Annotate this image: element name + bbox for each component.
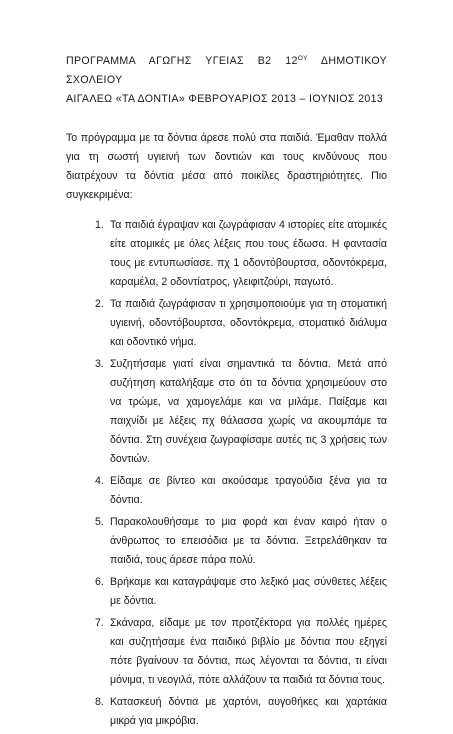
list-item [66, 614, 387, 690]
list-item [66, 573, 387, 611]
list-item-number: 1. [95, 218, 104, 231]
list-item-number: 2. [95, 297, 104, 310]
list-item-number: 8. [95, 695, 104, 708]
list-item-text: Σκάναρα, είδαμε με τον προτζέκτορα για πολλές ημέρες και συζητήσαμε ένα παιδικό βιβλίο με δόντια που εξηγεί πότε βγαίνουν τα δόντια, πως λέγονται τα δόντια, τι είναι μόνιμα, τι νεογιλά, πότε αλλάζουν τα παιδιά τα δόντια τους. [110, 616, 387, 686]
title-suffix: ΔΗΜΟΤΙΚΟΥ ΣΧΟΛΕΙΟΥ [66, 55, 387, 86]
title-ordinal-suffix: ΟΥ [297, 55, 308, 62]
activity-list [66, 216, 387, 731]
list-item [66, 295, 387, 352]
list-item-number: 7. [95, 616, 104, 629]
document-page [66, 52, 387, 734]
list-item [66, 216, 387, 292]
list-item-number: 3. [95, 357, 104, 370]
list-item [66, 693, 387, 731]
list-item [66, 355, 387, 469]
list-item-number: 4. [95, 474, 104, 487]
list-item-text: Παρακολουθήσαμε το μια φορά και έναν καιρό ήταν ο άνθρωπος το επεισόδια με τα δόντια. Ξετρελάθηκαν τα παιδιά, τους άρεσε πάρα πολύ. [110, 515, 387, 566]
list-item-text: Συζητήσαμε γιατί είναι σημαντικά τα δόντια. Μετά από συζήτηση καταλήξαμε στο ότι τα δόντια χρησιμεύουν στο να τρώμε, να χαμογελάμε και να μιλάμε. Παίξαμε και παιχνίδι με λέξεις πχ θάλασσα χωρίς να ακουμπάμε τα δόντια. Στη συνέχεια ζωγραφίσαμε αυτές τις 3 χρήσεις των δοντιών. [110, 357, 387, 465]
list-item-text: Κατασκευή δόντια με χαρτόνι, αυγοθήκες και χαρτάκια μικρά για μικρόβια. [110, 695, 387, 727]
title-prefix: ΠΡΟΓΡΑΜΜΑ ΑΓΩΓΗΣ ΥΓΕΙΑΣ Β2 12 [66, 55, 298, 67]
list-item-number: 6. [95, 575, 104, 588]
list-item-text: Τα παιδιά έγραψαν και ζωγράφισαν 4 ιστορίες είτε ατομικές είτε ατομικές με όλες λέξεις που τους έδωσα. Η φαντασία τους με εντυπωσίασε. πχ 1 οδοντόβουρτσα, οδοντόκρεμα, καραμέλα, 2 οδοντίατρος, γλειφιτζούρι, παγωτό. [110, 218, 387, 288]
list-item-text: Βρήκαμε και καταγράψαμε στο λεξικό μας σύνθετες λέξεις με δόντια. [110, 575, 387, 607]
list-item-number: 5. [95, 515, 104, 528]
intro-paragraph: Το πρόγραμμα με τα δόντια άρεσε πολύ στα παιδιά. Έμαθαν πολλά για τη σωστή υγιεινή των δοντιών και τους κινδύνους που διατρέχουν τα δόντια μέσα από ποικίλες δραστηριότητες. Πιο συγκεκριμένα: [66, 132, 387, 201]
document-title-line-2: ΑΙΓΑΛΕΩ «ΤΑ ΔΟΝΤΙΑ» ΦΕΒΡΟΥΑΡΙΟΣ 2013 – ΙΟΥΝΙΟΣ 2013 [66, 93, 384, 105]
list-item-text: Τα παιδιά ζωγράφισαν τι χρησιμοποιούμε για τη στοματική υγιεινή, οδοντόβουρτσα, οδοντόκρεμα, στοματικό διάλυμα και οδοντικό νήμα. [110, 297, 387, 348]
document-title-line-1 [66, 52, 387, 90]
list-item [66, 472, 387, 510]
list-item-text: Είδαμε σε βίντεο και ακούσαμε τραγούδια ξένα για τα δόντια. [110, 474, 387, 506]
list-item [66, 513, 387, 570]
